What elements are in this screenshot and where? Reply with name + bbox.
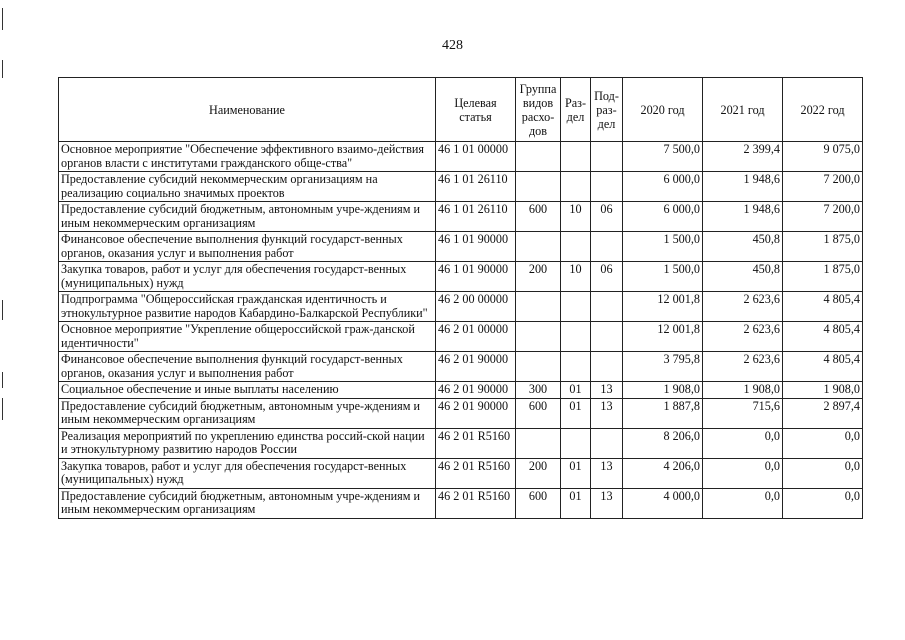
- table-row: [59, 292, 863, 322]
- table-row: [59, 232, 863, 262]
- row-expense-group: [516, 322, 561, 352]
- row-name: Закупка товаров, работ и услуг для обеспечения государст-венных (муниципальных) нужд: [59, 262, 436, 292]
- row-amount-2021: 450,8: [703, 262, 783, 292]
- row-expense-group: 600: [516, 202, 561, 232]
- row-section: 01: [561, 382, 591, 399]
- table-row: [59, 382, 863, 399]
- row-amount-2021: 2 623,6: [703, 292, 783, 322]
- row-amount-2022: 0,0: [783, 428, 863, 458]
- row-amount-2021: 2 623,6: [703, 322, 783, 352]
- row-target-article: 46 2 01 00000: [436, 322, 516, 352]
- header-name: Наименование: [59, 78, 436, 142]
- row-target-article: 46 1 01 00000: [436, 142, 516, 172]
- row-amount-2020: 4 000,0: [623, 488, 703, 518]
- row-expense-group: 200: [516, 458, 561, 488]
- row-expense-group: 600: [516, 488, 561, 518]
- row-amount-2020: 6 000,0: [623, 202, 703, 232]
- row-name: Предоставление субсидий бюджетным, автономным учре-ждениям и иным некоммерческим организациям: [59, 202, 436, 232]
- row-amount-2020: 1 887,8: [623, 398, 703, 428]
- row-expense-group: 600: [516, 398, 561, 428]
- table-row: [59, 202, 863, 232]
- row-amount-2022: 4 805,4: [783, 322, 863, 352]
- row-amount-2021: 1 948,6: [703, 172, 783, 202]
- row-section: [561, 428, 591, 458]
- table-body: [59, 142, 863, 519]
- row-amount-2022: 4 805,4: [783, 352, 863, 382]
- row-amount-2020: 1 908,0: [623, 382, 703, 399]
- row-target-article: 46 2 00 00000: [436, 292, 516, 322]
- row-section: 01: [561, 398, 591, 428]
- row-section: [561, 292, 591, 322]
- row-amount-2022: 7 200,0: [783, 202, 863, 232]
- row-name: Предоставление субсидий бюджетным, автономным учре-ждениям и иным некоммерческим организациям: [59, 488, 436, 518]
- row-name: Предоставление субсидий бюджетным, автономным учре-ждениям и иным некоммерческим организациям: [59, 398, 436, 428]
- row-name: Финансовое обеспечение выполнения функций государст-венных органов, оказания услуг и выполнения работ: [59, 352, 436, 382]
- row-subsection: 06: [591, 262, 623, 292]
- row-amount-2020: 1 500,0: [623, 232, 703, 262]
- row-section: [561, 142, 591, 172]
- row-amount-2021: 1 908,0: [703, 382, 783, 399]
- scan-edge-marks: [2, 0, 4, 640]
- row-expense-group: [516, 232, 561, 262]
- row-target-article: 46 2 01 90000: [436, 352, 516, 382]
- table-row: [59, 322, 863, 352]
- row-section: 01: [561, 488, 591, 518]
- row-name: Социальное обеспечение и иные выплаты населению: [59, 382, 436, 399]
- row-subsection: [591, 142, 623, 172]
- row-target-article: 46 1 01 90000: [436, 232, 516, 262]
- row-section: 10: [561, 262, 591, 292]
- row-name: Закупка товаров, работ и услуг для обеспечения государст-венных (муниципальных) нужд: [59, 458, 436, 488]
- row-subsection: [591, 322, 623, 352]
- row-amount-2022: 9 075,0: [783, 142, 863, 172]
- header-target: Целевая статья: [436, 78, 516, 142]
- row-target-article: 46 2 01 90000: [436, 398, 516, 428]
- row-target-article: 46 1 01 90000: [436, 262, 516, 292]
- row-subsection: 13: [591, 458, 623, 488]
- row-amount-2021: 0,0: [703, 488, 783, 518]
- row-name: Основное мероприятие "Обеспечение эффективного взаимо-действия органов власти с институтами гражданского обще-ства": [59, 142, 436, 172]
- row-amount-2022: 7 200,0: [783, 172, 863, 202]
- table-row: [59, 262, 863, 292]
- row-subsection: 06: [591, 202, 623, 232]
- row-section: [561, 232, 591, 262]
- row-subsection: [591, 172, 623, 202]
- row-section: [561, 322, 591, 352]
- row-subsection: 13: [591, 398, 623, 428]
- budget-table: [58, 77, 863, 519]
- table-header-row: [59, 78, 863, 142]
- row-amount-2022: 4 805,4: [783, 292, 863, 322]
- row-section: [561, 172, 591, 202]
- row-amount-2021: 1 948,6: [703, 202, 783, 232]
- row-amount-2021: 0,0: [703, 428, 783, 458]
- table-row: [59, 142, 863, 172]
- row-target-article: 46 2 01 R5160: [436, 458, 516, 488]
- row-target-article: 46 2 01 90000: [436, 382, 516, 399]
- row-amount-2021: 450,8: [703, 232, 783, 262]
- page-number: 428: [442, 38, 463, 53]
- header-section: Раз-дел: [561, 78, 591, 142]
- row-amount-2022: 1 875,0: [783, 262, 863, 292]
- row-amount-2020: 3 795,8: [623, 352, 703, 382]
- row-amount-2021: 2 399,4: [703, 142, 783, 172]
- row-section: [561, 352, 591, 382]
- table-row: [59, 352, 863, 382]
- row-amount-2020: 7 500,0: [623, 142, 703, 172]
- row-amount-2020: 12 001,8: [623, 322, 703, 352]
- row-amount-2020: 6 000,0: [623, 172, 703, 202]
- row-target-article: 46 2 01 R5160: [436, 488, 516, 518]
- header-2022: 2022 год: [783, 78, 863, 142]
- row-amount-2021: 2 623,6: [703, 352, 783, 382]
- row-section: 01: [561, 458, 591, 488]
- row-expense-group: [516, 292, 561, 322]
- row-amount-2020: 12 001,8: [623, 292, 703, 322]
- row-subsection: [591, 292, 623, 322]
- table-row: [59, 488, 863, 518]
- row-name: Подпрограмма "Общероссийская гражданская идентичность и этнокультурное развитие народов Кабардино-Балкарской Республики": [59, 292, 436, 322]
- row-subsection: [591, 352, 623, 382]
- row-expense-group: 200: [516, 262, 561, 292]
- row-amount-2020: 8 206,0: [623, 428, 703, 458]
- row-target-article: 46 2 01 R5160: [436, 428, 516, 458]
- row-amount-2021: 0,0: [703, 458, 783, 488]
- header-subsection: Под-раз-дел: [591, 78, 623, 142]
- row-subsection: [591, 428, 623, 458]
- row-expense-group: [516, 142, 561, 172]
- header-2021: 2021 год: [703, 78, 783, 142]
- header-group: Группа видов расхо-дов: [516, 78, 561, 142]
- row-name: Основное мероприятие "Укрепление общероссийской граж-данской идентичности": [59, 322, 436, 352]
- row-amount-2020: 1 500,0: [623, 262, 703, 292]
- row-subsection: 13: [591, 488, 623, 518]
- row-name: Предоставление субсидий некоммерческим организациям на реализацию социально значимых проектов: [59, 172, 436, 202]
- row-subsection: [591, 232, 623, 262]
- header-2020: 2020 год: [623, 78, 703, 142]
- row-amount-2022: 0,0: [783, 458, 863, 488]
- row-expense-group: [516, 172, 561, 202]
- row-amount-2020: 4 206,0: [623, 458, 703, 488]
- row-expense-group: 300: [516, 382, 561, 399]
- row-target-article: 46 1 01 26110: [436, 202, 516, 232]
- row-name: Финансовое обеспечение выполнения функций государст-венных органов, оказания услуг и выполнения работ: [59, 232, 436, 262]
- row-section: 10: [561, 202, 591, 232]
- row-amount-2021: 715,6: [703, 398, 783, 428]
- row-amount-2022: 2 897,4: [783, 398, 863, 428]
- table-row: [59, 458, 863, 488]
- table-row: [59, 428, 863, 458]
- row-subsection: 13: [591, 382, 623, 399]
- row-expense-group: [516, 428, 561, 458]
- row-amount-2022: 1 908,0: [783, 382, 863, 399]
- table-row: [59, 172, 863, 202]
- row-target-article: 46 1 01 26110: [436, 172, 516, 202]
- row-amount-2022: 1 875,0: [783, 232, 863, 262]
- row-amount-2022: 0,0: [783, 488, 863, 518]
- row-name: Реализация мероприятий по укреплению единства россий-ской нации и этнокультурному развитию народов России: [59, 428, 436, 458]
- row-expense-group: [516, 352, 561, 382]
- table-row: [59, 398, 863, 428]
